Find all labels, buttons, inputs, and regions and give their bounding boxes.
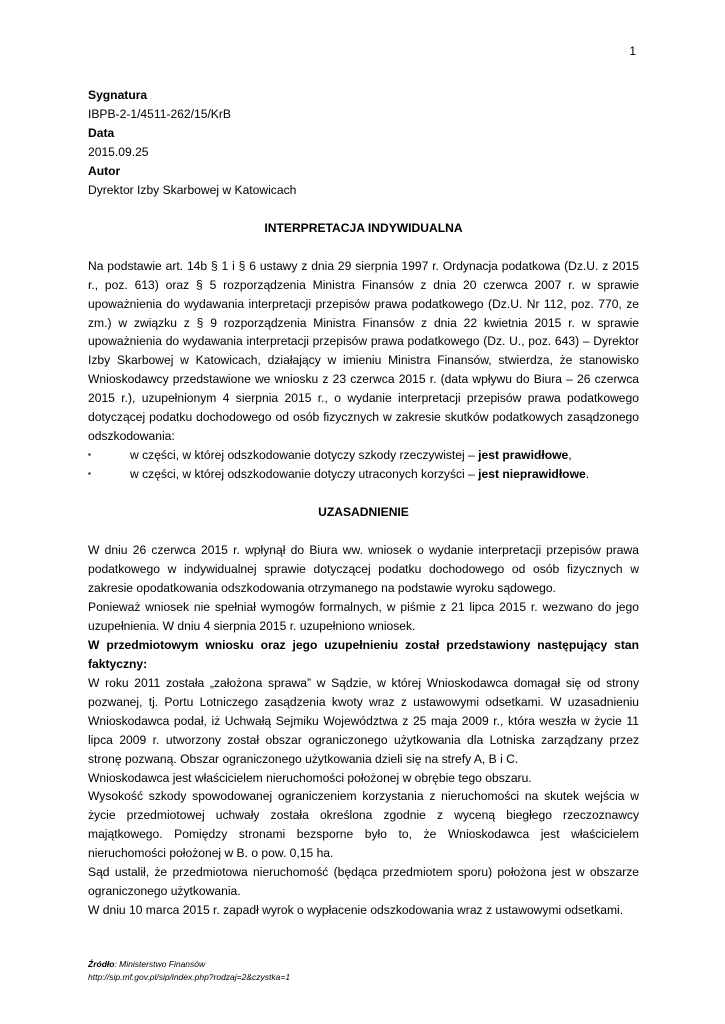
- signature-value: IBPB-2-1/4511-262/15/KrB: [88, 106, 231, 121]
- verdict-list: [88, 446, 639, 484]
- list-item: ▪ w części, w której odszkodowanie dotyczy szkody rzeczywistej – jest prawidłowe,: [88, 446, 639, 465]
- page-number: 1: [629, 44, 636, 58]
- footer-url: http://sip.mf.gov.pl/sip/index.php?rodzaj=2&czystka=1: [88, 972, 291, 982]
- paragraph: W roku 2011 została „założona sprawa” w Sądzie, w której Wnioskodawca domagał się od strony pozwanej, tj. Portu Lotniczego zasądzenia kwoty wraz z ustawowymi odsetkami. W uzasadnieniu Wnioskodawca podał, iż Uchwałą Sejmiku Województwa z 25 maja 2009 r., która weszła w życie 11 lipca 2009 r. utworzony został obszar ograniczonego użytkowania dla Lotniska zarządzany przez stronę pozwaną. Obszar ograniczonego użytkowania dzieli się na strefy A, B i C.: [88, 675, 639, 766]
- author-label: Autor: [88, 163, 121, 178]
- signature-label: Sygnatura: [88, 88, 148, 102]
- footer: [88, 958, 290, 984]
- paragraph: Ponieważ wniosek nie spełniał wymogów formalnych, w piśmie z 21 lipca 2015 r. wezwano do jego uzupełnienia. W dniu 4 sierpnia 2015 r. uzupełniono wniosek.: [88, 599, 639, 633]
- author-value: Dyrektor Izby Skarbowej w Katowicach: [88, 182, 297, 197]
- footer-source: [88, 958, 290, 971]
- document-title: INTERPRETACJA INDYWIDUALNA: [264, 220, 463, 235]
- date-value: 2015.09.25: [88, 144, 149, 159]
- paragraph: Sąd ustalił, że przedmiotowa nieruchomość (będąca przedmiotem sporu) położona jest w obszarze ograniczonego użytkowania.: [88, 865, 639, 899]
- facts-heading: W przedmiotowym wniosku oraz jego uzupełnieniu został przedstawiony następujący stan faktyczny:: [88, 637, 639, 671]
- paragraph: Wysokość szkody spowodowanej ograniczeniem korzystania z nieruchomości na skutek wejścia w życie przedmiotowej uchwały została określona zgodnie z wyceną biegłego rzeczoznawcy majątkowego. Pomiędzy stronami bezsporne było to, że Wnioskodawca jest właścicielem nieruchomości położonej w B. o pow. 0,15 ha.: [88, 789, 639, 861]
- bullet-text: w części, w której odszkodowanie dotyczy szkody rzeczywistej –: [130, 448, 479, 463]
- bullet-icon: ▪: [88, 450, 91, 460]
- paragraph: Wnioskodawca jest właścicielem nieruchomości położonej w obrębie tego obszaru.: [88, 770, 532, 785]
- paragraph: W dniu 10 marca 2015 r. zapadł wyrok o wypłacenie odszkodowania wraz z ustawowymi odsetkami.: [88, 903, 624, 918]
- paragraph: W dniu 26 czerwca 2015 r. wpłynął do Biura ww. wniosek o wydanie interpretacji przepisów prawa podatkowego w indywidualnej sprawie dotyczącej podatku dochodowego od osób fizycznych w zakresie opodatkowania odszkodowania otrzymanego na podstawie wyroku sądowego.: [88, 543, 639, 595]
- bullet-verdict: jest nieprawidłowe: [478, 467, 586, 482]
- section-title: UZASADNIENIE: [318, 505, 409, 520]
- metadata-block: [88, 86, 639, 200]
- bullet-icon: ▪: [88, 469, 91, 479]
- intro-paragraph: Na podstawie art. 14b § 1 i § 6 ustawy z dnia 29 sierpnia 1997 r. Ordynacja podatkowa (Dz.U. z 2015 r., poz. 613) oraz § 5 rozporządzenia Ministra Finansów z dnia 20 czerwca 2007 r. w sprawie upoważnienia do wydawania interpretacji przepisów prawa podatkowego (Dz.U. Nr 112, poz. 770, ze zm.) w związku z § 9 rozporządzenia Ministra Finansów z dnia 22 kwietnia 2015 r. w sprawie upoważnienia do wydawania interpretacji przepisów prawa podatkowego (Dz. U., poz. 643) – Dyrektor Izby Skarbowej w Katowicach, działający w imieniu Ministra Finansów, stwierdza, że stanowisko Wnioskodawcy przedstawione we wniosku z 23 czerwca 2015 r. (data wpływu do Biura – 26 czerwca 2015 r.), uzupełnionym 4 sierpnia 2015 r., o wydanie interpretacji przepisów prawa podatkowego dotyczącej podatku dochodowego od osób fizycznych w zakresie skutków podatkowych zasądzonego odszkodowania:: [88, 258, 639, 444]
- date-label: Data: [88, 125, 115, 140]
- document-body: [88, 86, 639, 920]
- bullet-verdict: jest prawidłowe: [478, 448, 569, 463]
- footer-source-label: Źródło: [88, 959, 115, 969]
- bullet-text: w części, w której odszkodowanie dotyczy utraconych korzyści –: [130, 467, 479, 482]
- list-item: ▪ w części, w której odszkodowanie dotyczy utraconych korzyści – jest nieprawidłowe.: [88, 465, 639, 484]
- footer-source-value: : Ministerstwo Finansów: [114, 959, 206, 969]
